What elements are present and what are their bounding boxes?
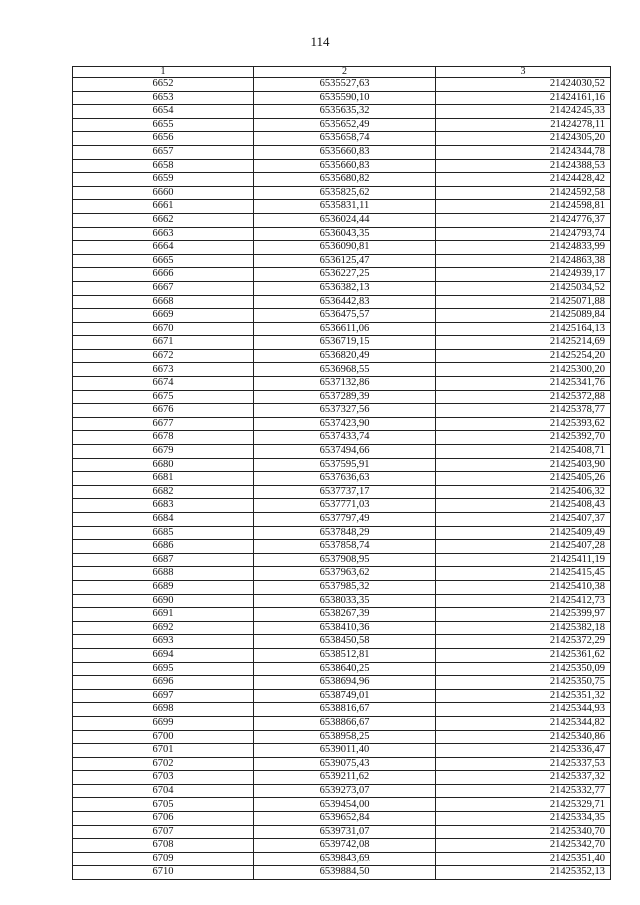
x-coordinate-cell: 6539011,40 (254, 744, 436, 758)
point-number-cell: 6662 (73, 213, 254, 227)
x-coordinate-cell: 6536227,25 (254, 268, 436, 282)
table-row (73, 91, 611, 105)
table-row (73, 513, 611, 527)
x-coordinate-cell: 6536719,15 (254, 336, 436, 350)
table-row (73, 812, 611, 826)
point-number-cell: 6708 (73, 839, 254, 853)
y-coordinate-cell: 21425341,76 (436, 377, 611, 391)
point-number-cell: 6699 (73, 716, 254, 730)
point-number-cell: 6704 (73, 784, 254, 798)
x-coordinate-cell: 6537797,49 (254, 513, 436, 527)
x-coordinate-cell: 6537289,39 (254, 390, 436, 404)
x-coordinate-cell: 6539454,00 (254, 798, 436, 812)
x-coordinate-cell: 6537737,17 (254, 485, 436, 499)
x-coordinate-cell: 6536475,57 (254, 309, 436, 323)
table-row (73, 145, 611, 159)
y-coordinate-cell: 21425089,84 (436, 309, 611, 323)
table-row (73, 295, 611, 309)
y-coordinate-cell: 21425382,18 (436, 621, 611, 635)
x-coordinate-cell: 6535658,74 (254, 132, 436, 146)
point-number-cell: 6702 (73, 757, 254, 771)
y-coordinate-cell: 21425393,62 (436, 417, 611, 431)
point-number-cell: 6669 (73, 309, 254, 323)
x-coordinate-cell: 6535527,63 (254, 78, 436, 92)
point-number-cell: 6701 (73, 744, 254, 758)
x-coordinate-cell: 6539742,08 (254, 839, 436, 853)
y-coordinate-cell: 21425405,26 (436, 472, 611, 486)
x-coordinate-cell: 6537494,66 (254, 445, 436, 459)
y-coordinate-cell: 21424245,33 (436, 105, 611, 119)
y-coordinate-cell: 21425340,70 (436, 825, 611, 839)
point-number-cell: 6705 (73, 798, 254, 812)
point-number-cell: 6678 (73, 431, 254, 445)
point-number-cell: 6706 (73, 812, 254, 826)
x-coordinate-cell: 6537423,90 (254, 417, 436, 431)
point-number-cell: 6698 (73, 703, 254, 717)
x-coordinate-cell: 6535590,10 (254, 91, 436, 105)
table-row (73, 118, 611, 132)
x-coordinate-cell: 6536024,44 (254, 213, 436, 227)
y-coordinate-cell: 21425329,71 (436, 798, 611, 812)
point-number-cell: 6685 (73, 526, 254, 540)
y-coordinate-cell: 21424305,20 (436, 132, 611, 146)
x-coordinate-cell: 6539211,62 (254, 771, 436, 785)
table-row (73, 78, 611, 92)
table-row (73, 567, 611, 581)
x-coordinate-cell: 6536442,83 (254, 295, 436, 309)
y-coordinate-cell: 21425408,43 (436, 499, 611, 513)
x-coordinate-cell: 6536611,06 (254, 322, 436, 336)
y-coordinate-cell: 21424388,53 (436, 159, 611, 173)
point-number-cell: 6674 (73, 377, 254, 391)
x-coordinate-cell: 6537985,32 (254, 580, 436, 594)
x-coordinate-cell: 6537858,74 (254, 540, 436, 554)
coordinates-table (72, 66, 611, 880)
x-coordinate-cell: 6536090,81 (254, 241, 436, 255)
x-coordinate-cell: 6535652,49 (254, 118, 436, 132)
table-row (73, 200, 611, 214)
y-coordinate-cell: 21424161,16 (436, 91, 611, 105)
y-coordinate-cell: 21425340,86 (436, 730, 611, 744)
point-number-cell: 6665 (73, 254, 254, 268)
y-coordinate-cell: 21425407,28 (436, 540, 611, 554)
table-row (73, 336, 611, 350)
point-number-cell: 6664 (73, 241, 254, 255)
y-coordinate-cell: 21424833,99 (436, 241, 611, 255)
point-number-cell: 6655 (73, 118, 254, 132)
x-coordinate-cell: 6538958,25 (254, 730, 436, 744)
x-coordinate-cell: 6539273,07 (254, 784, 436, 798)
point-number-cell: 6675 (73, 390, 254, 404)
point-number-cell: 6710 (73, 866, 254, 880)
table-row (73, 349, 611, 363)
x-coordinate-cell: 6537595,91 (254, 458, 436, 472)
table-row (73, 445, 611, 459)
x-coordinate-cell: 6537908,95 (254, 553, 436, 567)
y-coordinate-cell: 21424863,38 (436, 254, 611, 268)
table-row (73, 404, 611, 418)
y-coordinate-cell: 21425351,40 (436, 852, 611, 866)
y-coordinate-cell: 21424776,37 (436, 213, 611, 227)
x-coordinate-cell: 6537963,62 (254, 567, 436, 581)
point-number-cell: 6703 (73, 771, 254, 785)
point-number-cell: 6670 (73, 322, 254, 336)
point-number-cell: 6679 (73, 445, 254, 459)
point-number-cell: 6694 (73, 648, 254, 662)
table-row (73, 676, 611, 690)
x-coordinate-cell: 6537848,29 (254, 526, 436, 540)
x-coordinate-cell: 6538816,67 (254, 703, 436, 717)
y-coordinate-cell: 21425254,20 (436, 349, 611, 363)
y-coordinate-cell: 21425407,37 (436, 513, 611, 527)
x-coordinate-cell: 6539843,69 (254, 852, 436, 866)
page-number: 114 (310, 34, 330, 49)
point-number-cell: 6688 (73, 567, 254, 581)
x-coordinate-cell: 6535635,32 (254, 105, 436, 119)
y-coordinate-cell: 21425214,69 (436, 336, 611, 350)
point-number-cell: 6682 (73, 485, 254, 499)
point-number-cell: 6668 (73, 295, 254, 309)
table-row (73, 526, 611, 540)
point-number-cell: 6661 (73, 200, 254, 214)
y-coordinate-cell: 21425334,35 (436, 812, 611, 826)
table-body (73, 78, 611, 880)
table-row (73, 608, 611, 622)
x-coordinate-cell: 6536820,49 (254, 349, 436, 363)
point-number-cell: 6707 (73, 825, 254, 839)
table-row (73, 132, 611, 146)
point-number-cell: 6672 (73, 349, 254, 363)
table-row (73, 703, 611, 717)
x-coordinate-cell: 6538640,25 (254, 662, 436, 676)
x-coordinate-cell: 6538033,35 (254, 594, 436, 608)
table-row (73, 662, 611, 676)
point-number-cell: 6681 (73, 472, 254, 486)
point-number-cell: 6653 (73, 91, 254, 105)
y-coordinate-cell: 21425361,62 (436, 648, 611, 662)
table-header (73, 67, 611, 78)
y-coordinate-cell: 21425352,13 (436, 866, 611, 880)
x-coordinate-cell: 6536382,13 (254, 281, 436, 295)
y-coordinate-cell: 21424344,78 (436, 145, 611, 159)
table-row (73, 744, 611, 758)
point-number-cell: 6659 (73, 173, 254, 187)
y-coordinate-cell: 21425406,32 (436, 485, 611, 499)
y-coordinate-cell: 21425350,09 (436, 662, 611, 676)
table-row (73, 268, 611, 282)
table-row (73, 363, 611, 377)
point-number-cell: 6673 (73, 363, 254, 377)
y-coordinate-cell: 21424030,52 (436, 78, 611, 92)
table-row (73, 431, 611, 445)
x-coordinate-cell: 6539075,43 (254, 757, 436, 771)
point-number-cell: 6656 (73, 132, 254, 146)
y-coordinate-cell: 21425336,47 (436, 744, 611, 758)
point-number-cell: 6654 (73, 105, 254, 119)
table-row (73, 757, 611, 771)
x-coordinate-cell: 6537132,86 (254, 377, 436, 391)
table-row (73, 784, 611, 798)
table-row (73, 485, 611, 499)
table-row (73, 635, 611, 649)
table-row (73, 730, 611, 744)
table-row (73, 322, 611, 336)
point-number-cell: 6689 (73, 580, 254, 594)
x-coordinate-cell: 6536043,35 (254, 227, 436, 241)
point-number-cell: 6686 (73, 540, 254, 554)
x-coordinate-cell: 6535825,62 (254, 186, 436, 200)
table-row (73, 499, 611, 513)
y-coordinate-cell: 21424592,58 (436, 186, 611, 200)
y-coordinate-cell: 21425403,90 (436, 458, 611, 472)
table-row (73, 580, 611, 594)
point-number-cell: 6671 (73, 336, 254, 350)
table-row (73, 105, 611, 119)
x-coordinate-cell: 6539884,50 (254, 866, 436, 880)
point-number-cell: 6652 (73, 78, 254, 92)
column-header-3: 3 (436, 67, 611, 78)
x-coordinate-cell: 6537771,03 (254, 499, 436, 513)
point-number-cell: 6680 (73, 458, 254, 472)
table-row (73, 866, 611, 880)
y-coordinate-cell: 21424939,17 (436, 268, 611, 282)
table-row (73, 716, 611, 730)
point-number-cell: 6700 (73, 730, 254, 744)
table-row (73, 798, 611, 812)
table-row (73, 621, 611, 635)
table-row (73, 227, 611, 241)
x-coordinate-cell: 6538512,81 (254, 648, 436, 662)
x-coordinate-cell: 6535660,83 (254, 145, 436, 159)
table-row (73, 458, 611, 472)
y-coordinate-cell: 21424428,42 (436, 173, 611, 187)
point-number-cell: 6697 (73, 689, 254, 703)
table-row (73, 417, 611, 431)
x-coordinate-cell: 6538694,96 (254, 676, 436, 690)
x-coordinate-cell: 6538450,58 (254, 635, 436, 649)
point-number-cell: 6667 (73, 281, 254, 295)
point-number-cell: 6676 (73, 404, 254, 418)
y-coordinate-cell: 21425337,32 (436, 771, 611, 785)
column-header-2: 2 (254, 67, 436, 78)
x-coordinate-cell: 6537433,74 (254, 431, 436, 445)
y-coordinate-cell: 21425034,52 (436, 281, 611, 295)
y-coordinate-cell: 21424598,81 (436, 200, 611, 214)
table-row (73, 377, 611, 391)
x-coordinate-cell: 6535680,82 (254, 173, 436, 187)
y-coordinate-cell: 21425164,13 (436, 322, 611, 336)
point-number-cell: 6658 (73, 159, 254, 173)
y-coordinate-cell: 21425342,70 (436, 839, 611, 853)
table-row (73, 472, 611, 486)
table-row (73, 281, 611, 295)
y-coordinate-cell: 21425399,97 (436, 608, 611, 622)
scan-artifact (330, 860, 370, 862)
y-coordinate-cell: 21425344,93 (436, 703, 611, 717)
point-number-cell: 6687 (73, 553, 254, 567)
y-coordinate-cell: 21425411,19 (436, 553, 611, 567)
y-coordinate-cell: 21425344,82 (436, 716, 611, 730)
point-number-cell: 6684 (73, 513, 254, 527)
table-row (73, 594, 611, 608)
table-row (73, 390, 611, 404)
table-row (73, 173, 611, 187)
x-coordinate-cell: 6535831,11 (254, 200, 436, 214)
table-row (73, 839, 611, 853)
point-number-cell: 6657 (73, 145, 254, 159)
x-coordinate-cell: 6538866,67 (254, 716, 436, 730)
y-coordinate-cell: 21425410,38 (436, 580, 611, 594)
x-coordinate-cell: 6539731,07 (254, 825, 436, 839)
table-row (73, 825, 611, 839)
point-number-cell: 6695 (73, 662, 254, 676)
point-number-cell: 6683 (73, 499, 254, 513)
y-coordinate-cell: 21424278,11 (436, 118, 611, 132)
point-number-cell: 6691 (73, 608, 254, 622)
y-coordinate-cell: 21425350,75 (436, 676, 611, 690)
column-header-1: 1 (73, 67, 254, 78)
point-number-cell: 6663 (73, 227, 254, 241)
x-coordinate-cell: 6539652,84 (254, 812, 436, 826)
y-coordinate-cell: 21425300,20 (436, 363, 611, 377)
y-coordinate-cell: 21425332,77 (436, 784, 611, 798)
table-row (73, 254, 611, 268)
point-number-cell: 6709 (73, 852, 254, 866)
table-row (73, 553, 611, 567)
y-coordinate-cell: 21425392,70 (436, 431, 611, 445)
point-number-cell: 6677 (73, 417, 254, 431)
point-number-cell: 6693 (73, 635, 254, 649)
x-coordinate-cell: 6537636,63 (254, 472, 436, 486)
y-coordinate-cell: 21425409,49 (436, 526, 611, 540)
y-coordinate-cell: 21425408,71 (436, 445, 611, 459)
table-row (73, 159, 611, 173)
y-coordinate-cell: 21425412,73 (436, 594, 611, 608)
x-coordinate-cell: 6536125,47 (254, 254, 436, 268)
point-number-cell: 6696 (73, 676, 254, 690)
y-coordinate-cell: 21425415,45 (436, 567, 611, 581)
table-row (73, 186, 611, 200)
y-coordinate-cell: 21425372,88 (436, 390, 611, 404)
point-number-cell: 6690 (73, 594, 254, 608)
x-coordinate-cell: 6538267,39 (254, 608, 436, 622)
y-coordinate-cell: 21425372,29 (436, 635, 611, 649)
point-number-cell: 6666 (73, 268, 254, 282)
x-coordinate-cell: 6536968,55 (254, 363, 436, 377)
point-number-cell: 6692 (73, 621, 254, 635)
y-coordinate-cell: 21424793,74 (436, 227, 611, 241)
table-row (73, 241, 611, 255)
y-coordinate-cell: 21425071,88 (436, 295, 611, 309)
table-row (73, 213, 611, 227)
header-row (73, 67, 611, 78)
x-coordinate-cell: 6538410,36 (254, 621, 436, 635)
y-coordinate-cell: 21425378,77 (436, 404, 611, 418)
x-coordinate-cell: 6535660,83 (254, 159, 436, 173)
table-row (73, 771, 611, 785)
table-row (73, 540, 611, 554)
x-coordinate-cell: 6537327,56 (254, 404, 436, 418)
x-coordinate-cell: 6538749,01 (254, 689, 436, 703)
table-row (73, 648, 611, 662)
y-coordinate-cell: 21425351,32 (436, 689, 611, 703)
point-number-cell: 6660 (73, 186, 254, 200)
table-row (73, 689, 611, 703)
y-coordinate-cell: 21425337,53 (436, 757, 611, 771)
table-row (73, 309, 611, 323)
